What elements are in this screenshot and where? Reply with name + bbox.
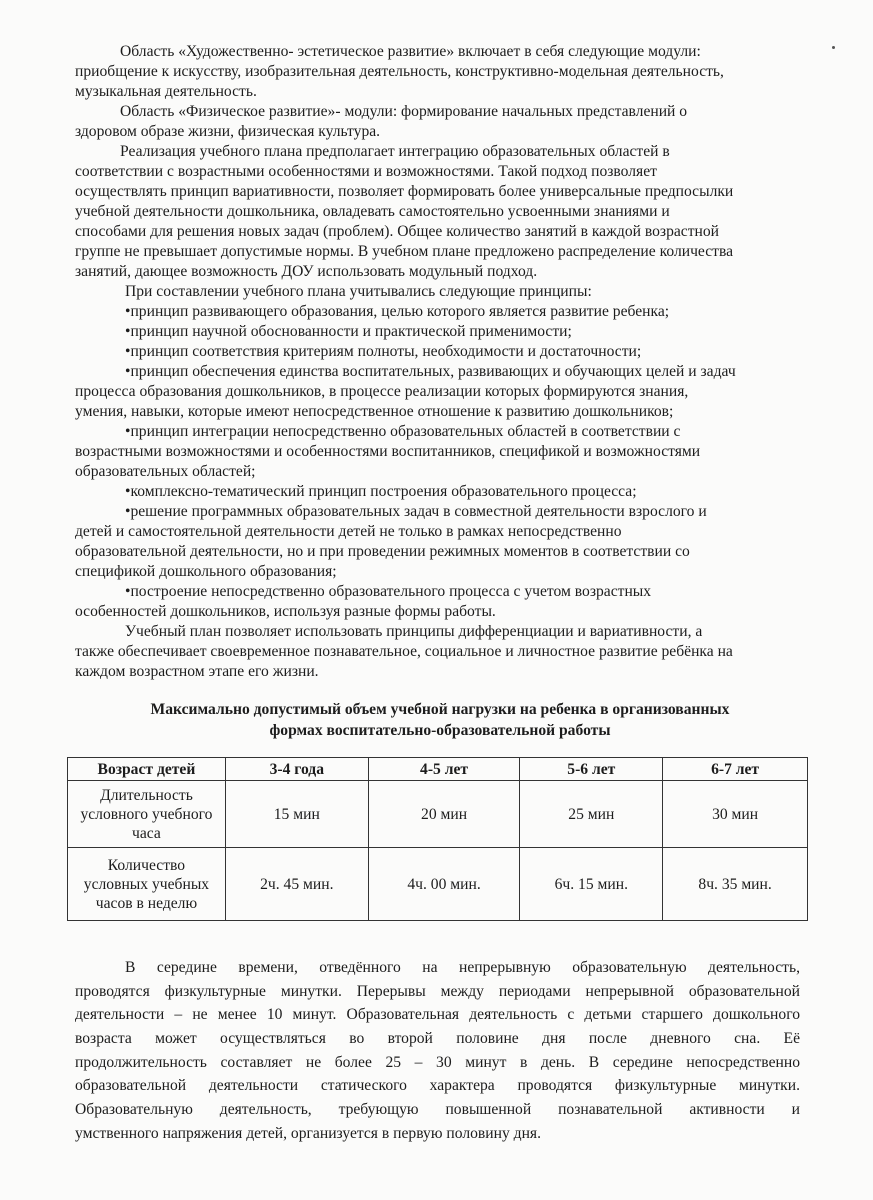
paragraph bbox=[75, 142, 805, 282]
text-line: также обеспечивает своевременное познавательное, социальное и личностное развитие ребёнка на bbox=[75, 643, 733, 660]
text-line: •принцип развивающего образования, целью которого является развитие ребенка; bbox=[125, 303, 670, 320]
study-load-table bbox=[67, 757, 808, 921]
table-cell: 6ч. 15 мин. bbox=[520, 848, 663, 921]
text-line: умственного напряжения детей, организуется в первую половину дня. bbox=[75, 1124, 541, 1142]
paragraph bbox=[75, 42, 805, 102]
paragraph bbox=[75, 322, 805, 342]
text-line: занятий, дающее возможность ДОУ использовать модульный подход. bbox=[75, 263, 538, 280]
text-line: Реализация учебного плана предполагает интеграцию образовательных областей в bbox=[120, 143, 670, 160]
header-cell: 5-6 лет bbox=[520, 758, 663, 781]
text-line: детей и самостоятельной деятельности детей не только в рамках непосредственно bbox=[75, 523, 622, 540]
text-line: •принцип научной обоснованности и практической применимости; bbox=[125, 323, 572, 340]
table-title-line: формах воспитательно-образовательной работы bbox=[269, 722, 611, 739]
text-line: особенностей дошкольников, используя разные формы работы. bbox=[75, 603, 496, 620]
row-label: Количество условных учебных часов в неделю bbox=[68, 848, 226, 921]
table-header-row bbox=[68, 758, 808, 781]
table-cell: 8ч. 35 мин. bbox=[663, 848, 808, 921]
text-line: способами для решения новых задач (проблем). Общее количество занятий в каждой возрастной bbox=[75, 223, 720, 240]
table-row bbox=[68, 848, 808, 921]
paragraph bbox=[75, 302, 805, 322]
header-cell: 3-4 года bbox=[225, 758, 368, 781]
text-line: учебной деятельности дошкольника, овладевать самостоятельно усвоенными знаниями и bbox=[75, 203, 670, 220]
text-line: спецификой дошкольного образования; bbox=[75, 563, 337, 580]
text-line: осуществлять принцип вариативности, позволяет формировать более универсальные предпосылки bbox=[75, 183, 734, 200]
paragraph bbox=[75, 102, 805, 142]
text-line: продолжительность составляет не более 25 – 30 минут в день. В середине непосредственно bbox=[75, 1053, 800, 1071]
body-text-bottom bbox=[75, 956, 800, 1146]
text-line: Учебный план позволяет использовать принципы дифференциации и вариативности, а bbox=[125, 623, 703, 640]
table-cell: 30 мин bbox=[663, 781, 808, 848]
paragraph bbox=[75, 282, 805, 302]
table-row bbox=[68, 781, 808, 848]
text-line: Область «Физическое развитие»- модули: формирование начальных представлений о bbox=[120, 103, 688, 120]
text-line: возраста может осуществляться во второй половине дня после дневного сна. Её bbox=[75, 1030, 800, 1048]
text-line: здоровом образе жизни, физическая культура. bbox=[75, 123, 381, 140]
text-line: соответствии с возрастными особенностями и возможностями. Такой подход позволяет bbox=[75, 163, 657, 180]
text-line: проводятся физкультурные минутки. Перерывы между периодами непрерывной образовательной bbox=[75, 982, 800, 1000]
text-line: группе не превышает допустимые нормы. В учебном плане предложено распределение количества bbox=[75, 243, 734, 260]
text-line: Образовательную деятельность, требующую повышенной познавательной активности и bbox=[75, 1101, 800, 1119]
header-cell: 4-5 лет bbox=[368, 758, 520, 781]
paragraph bbox=[75, 422, 805, 482]
text-line: возрастными возможностями и особенностями воспитанников, спецификой и возможностями bbox=[75, 443, 701, 460]
table-cell: 2ч. 45 мин. bbox=[225, 848, 368, 921]
table-cell: 25 мин bbox=[520, 781, 663, 848]
text-line: образовательной деятельности, но и при проведении режимных моментов в соответствии со bbox=[75, 543, 690, 560]
text-line: •принцип соответствия критериям полноты, необходимости и достаточности; bbox=[125, 343, 642, 360]
text-line: образовательных областей; bbox=[75, 463, 256, 480]
paragraph bbox=[75, 342, 805, 362]
text-line: приобщение к искусству, изобразительная деятельность, конструктивно-модельная деятельность, bbox=[75, 63, 724, 80]
text-line: •комплексно-тематический принцип построения образовательного процесса; bbox=[125, 483, 637, 500]
text-line: В середине времени, отведённого на непрерывную образовательную деятельность, bbox=[125, 959, 800, 976]
scan-speck bbox=[832, 46, 835, 49]
text-line: деятельности – не менее 10 минут. Образовательная деятельность с детьми старшего дошкольного bbox=[75, 1006, 800, 1024]
text-line: музыкальная деятельность. bbox=[75, 83, 257, 100]
text-line: •построение непосредственно образовательного процесса с учетом возрастных bbox=[125, 583, 652, 600]
text-line: образовательной деятельности статического характера проводятся физкультурные минутки. bbox=[75, 1077, 800, 1095]
text-line: умения, навыки, которые имеют непосредственное отношение к развитию дошкольников; bbox=[75, 403, 674, 420]
table-cell: 4ч. 00 мин. bbox=[368, 848, 520, 921]
table-cell: 15 мин bbox=[225, 781, 368, 848]
text-line: •принцип интеграции непосредственно образовательных областей в соответствии с bbox=[125, 423, 681, 440]
text-line: процесса образования дошкольников, в процессе реализации которых формируются знания, bbox=[75, 383, 689, 400]
row-label: Длительность условного учебного часа bbox=[68, 781, 226, 848]
header-cell: 6-7 лет bbox=[663, 758, 808, 781]
paragraph bbox=[75, 482, 805, 502]
table-title bbox=[90, 699, 790, 741]
paragraph bbox=[75, 362, 805, 422]
text-line: •решение программных образовательных задач в совместной деятельности взрослого и bbox=[125, 503, 707, 520]
header-cell: Возраст детей bbox=[68, 758, 226, 781]
table-title-line: Максимально допустимый объем учебной нагрузки на ребенка в организованных bbox=[150, 701, 730, 718]
table-cell: 20 мин bbox=[368, 781, 520, 848]
paragraph bbox=[75, 582, 805, 622]
body-text-top bbox=[75, 42, 805, 682]
text-line: Область «Художественно- эстетическое развитие» включает в себя следующие модули: bbox=[120, 43, 701, 60]
text-line: •принцип обеспечения единства воспитательных, развивающих и обучающих целей и задач bbox=[125, 363, 736, 380]
text-line: При составлении учебного плана учитывались следующие принципы: bbox=[125, 283, 592, 300]
text-line: каждом возрастном этапе его жизни. bbox=[75, 663, 319, 680]
paragraph bbox=[75, 502, 805, 582]
paragraph bbox=[75, 622, 805, 682]
